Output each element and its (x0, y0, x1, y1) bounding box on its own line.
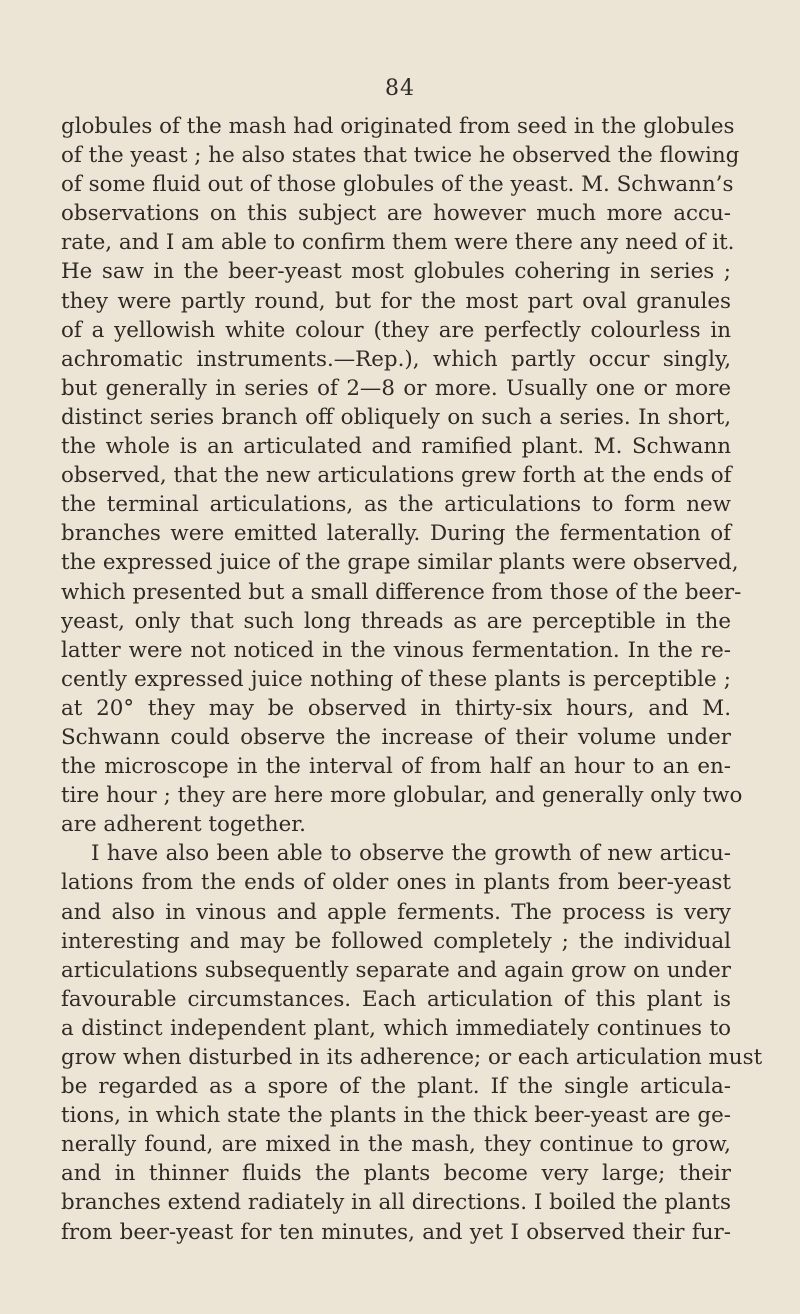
text-line: branches were emitted laterally. During the fermentation of (61, 521, 731, 547)
paragraph-1 (61, 112, 743, 839)
text-line: He saw in the beer-yeast most globules cohering in series ; (61, 259, 731, 285)
text-line: the expressed juice of the grape similar plants were observed, (61, 550, 739, 576)
text-line: a distinct independent plant, which immediately continues to (61, 1015, 731, 1041)
text-line: the terminal articulations, as the articulations to form new (61, 492, 731, 518)
text-line: lations from the ends of older ones in plants from beer-yeast (61, 870, 731, 896)
text-line: branches extend radiately in all directions. I boiled the plants (61, 1190, 731, 1216)
text-line: yeast, only that such long threads as are perceptible in the (61, 608, 731, 634)
text-line: and also in vinous and apple ferments. The process is very (61, 899, 731, 925)
text-line: and in thinner fluids the plants become very large; their (61, 1161, 731, 1187)
text-line: articulations subsequently separate and again grow on under (61, 957, 731, 983)
paragraph-2 (61, 839, 763, 1246)
text-line: they were partly round, but for the most part oval granules (61, 288, 731, 314)
text-line: the whole is an articulated and ramified plant. M. Schwann (61, 434, 731, 460)
text-line: achromatic instruments.—Rep.), which partly occur singly, (61, 346, 731, 372)
text-line: but generally in series of 2—8 or more. Usually one or more (61, 375, 731, 401)
text-line: observed, that the new articulations grew forth at the ends of (61, 463, 732, 489)
text-line: observations on this subject are however much more accu- (61, 201, 731, 227)
text-line: of some fluid out of those globules of the yeast. M. Schwann’s (61, 172, 734, 198)
text-line: grow when disturbed in its adherence; or each articulation must (61, 1045, 763, 1070)
text-line: nerally found, are mixed in the mash, they continue to grow, (61, 1132, 731, 1158)
text-line: interesting and may be followed completely ; the individual (61, 928, 731, 954)
text-line: be regarded as a spore of the plant. If the single articula- (61, 1074, 731, 1100)
text-line: the microscope in the interval of from half an hour to an en- (61, 754, 731, 780)
text-line: are adherent together. (61, 812, 306, 838)
body-text (61, 112, 763, 1247)
text-line: rate, and I am able to confirm them were there any need of it. (61, 230, 735, 256)
page-number: 84 (385, 76, 415, 101)
text-line: distinct series branch off obliquely on such a series. In short, (61, 404, 731, 430)
text-line: at 20° they may be observed in thirty-six hours, and M. (61, 695, 731, 721)
text-line: cently expressed juice nothing of these plants is perceptible ; (61, 666, 731, 692)
text-line: I have also been able to observe the growth of new articu- (91, 841, 731, 867)
text-line: of a yellowish white colour (they are perfectly colourless in (61, 317, 731, 343)
text-line: tions, in which state the plants in the thick beer-yeast are ge- (61, 1103, 731, 1129)
text-line: latter were not noticed in the vinous fermentation. In the re- (61, 637, 731, 663)
text-line: favourable circumstances. Each articulation of this plant is (61, 986, 731, 1012)
text-line: of the yeast ; he also states that twice he observed the flowing (61, 143, 740, 169)
text-line: globules of the mash had originated from seed in the globules (61, 114, 735, 139)
text-line: which presented but a small difference from those of the beer- (61, 579, 742, 605)
text-line: Schwann could observe the increase of their volume under (61, 724, 731, 750)
text-line: tire hour ; they are here more globular, and generally only two (61, 783, 743, 809)
text-line: from beer-yeast for ten minutes, and yet I observed their fur- (61, 1219, 731, 1245)
